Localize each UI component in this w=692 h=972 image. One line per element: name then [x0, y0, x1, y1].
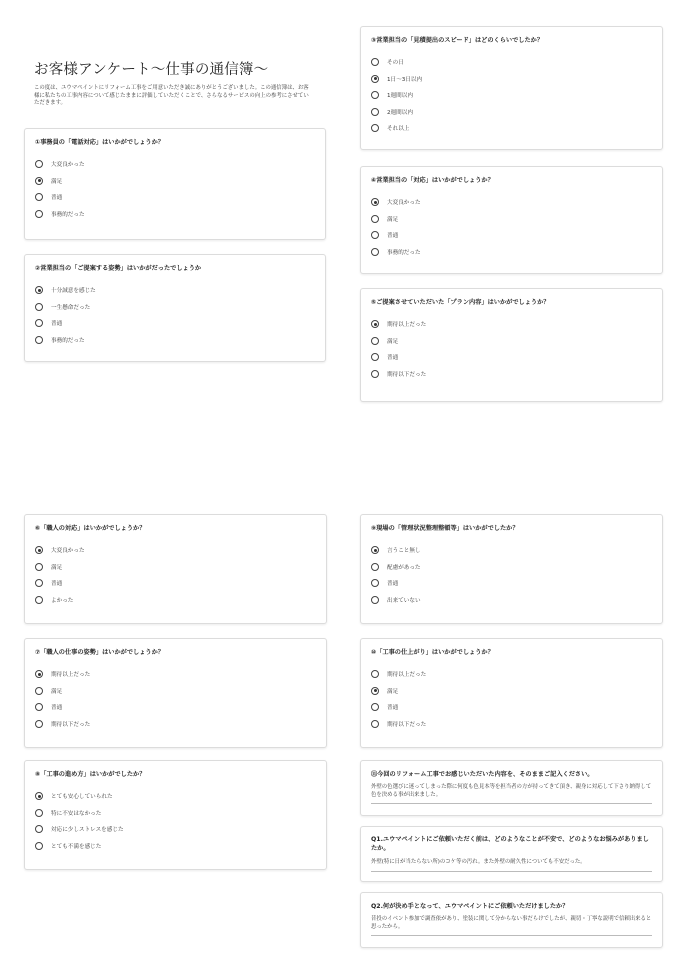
question-card-q6: [24, 514, 327, 624]
radio-option[interactable]: [371, 699, 652, 716]
radio-option[interactable]: [371, 71, 652, 88]
question-card-qa2: [360, 892, 663, 948]
radio-unselected-icon[interactable]: [35, 579, 43, 587]
radio-option[interactable]: [371, 227, 652, 244]
radio-option-label: 特に不安はなかった: [51, 810, 102, 817]
radio-option-label: 普通: [387, 581, 399, 588]
question-card-q11: [360, 760, 663, 816]
radio-option-label: 大変良かった: [51, 548, 85, 555]
question-card-q8: [24, 760, 327, 870]
question-label: Q1.ユウマペイントにご依頼いただく前は、どのようなことが不安で、どのようなお悩みがありましたか。: [371, 836, 649, 852]
radio-option[interactable]: [35, 542, 316, 559]
radio-option[interactable]: [35, 156, 315, 173]
radio-option-label: 大変良かった: [51, 162, 85, 169]
radio-option-label: とても安心していられた: [51, 794, 113, 801]
radio-unselected-icon[interactable]: [371, 703, 379, 711]
radio-option-label: 期待以上だった: [51, 672, 91, 679]
radio-selected-icon[interactable]: [35, 792, 43, 800]
radio-option-label: 期待以上だった: [387, 672, 427, 679]
question-card-q1: [24, 128, 326, 240]
radio-option[interactable]: [35, 299, 315, 316]
radio-unselected-icon[interactable]: [371, 579, 379, 587]
radio-option-label: 1週間以内: [387, 93, 413, 100]
radio-unselected-icon[interactable]: [35, 687, 43, 695]
radio-option-label: 普通: [51, 321, 63, 328]
radio-option-label: 普通: [387, 233, 399, 240]
radio-option[interactable]: [35, 716, 316, 733]
radio-selected-icon[interactable]: [35, 670, 43, 678]
radio-unselected-icon[interactable]: [371, 337, 379, 345]
question-label: ⑨現場の「管理状況整理整頓等」はいかがでしたか？: [371, 525, 519, 532]
radio-option[interactable]: [371, 683, 652, 700]
radio-option[interactable]: [371, 366, 652, 383]
question-label: ⑪今回のリフォーム工事でお感じいただいた内容を、そのままご記入ください。: [371, 771, 594, 778]
options-q8: [35, 788, 316, 854]
answer-text: 昔投のイベント参加で調査依があり、塗装に関して分からない事だらけでしたが、親切・丁寧な説明で信頼出来ると思ったから。: [371, 916, 652, 936]
radio-option-label: その日: [387, 60, 404, 67]
radio-option-label: 普通: [51, 581, 63, 588]
options-q1: [35, 156, 315, 222]
radio-option-label: 大変良かった: [387, 200, 421, 207]
radio-option[interactable]: [371, 542, 652, 559]
radio-unselected-icon[interactable]: [35, 336, 43, 344]
question-card-q7: [24, 638, 327, 748]
radio-option[interactable]: [35, 189, 315, 206]
radio-option[interactable]: [35, 575, 316, 592]
question-label: ①事務員の「電話対応」はいかがでしょうか？: [35, 139, 164, 146]
radio-option[interactable]: [371, 592, 652, 609]
radio-selected-icon[interactable]: [371, 75, 379, 83]
radio-option-label: 普通: [51, 705, 63, 712]
radio-unselected-icon[interactable]: [35, 809, 43, 817]
radio-option[interactable]: [371, 575, 652, 592]
radio-option-label: 事務的だった: [51, 211, 85, 218]
question-label: ⑤ご提案させていただいた「プラン内容」はいかがでしょうか？: [371, 299, 550, 306]
page-title: お客様アンケート〜仕事の通信簿〜: [34, 62, 269, 78]
radio-option[interactable]: [35, 332, 315, 349]
radio-option-label: 期待以下だった: [387, 371, 427, 378]
survey-header-card: [24, 50, 324, 122]
radio-unselected-icon[interactable]: [35, 842, 43, 850]
radio-selected-icon[interactable]: [371, 320, 379, 328]
radio-option-label: 満足: [387, 338, 399, 345]
radio-option[interactable]: [35, 559, 316, 576]
radio-selected-icon[interactable]: [371, 687, 379, 695]
radio-option[interactable]: [35, 173, 315, 190]
radio-option-label: 1日〜3日以内: [387, 76, 423, 83]
intro-text: この度は、ユウマペイントにリフォーム工事をご用意いただき誠にありがとうございました。この通信簿は、お客様に私たちの工事内容について感じたままに評価していただくことで、さらなるサービスの向上の参考にさせていただきます。: [34, 85, 309, 107]
radio-option[interactable]: [371, 716, 652, 733]
radio-option[interactable]: [371, 54, 652, 71]
radio-unselected-icon[interactable]: [371, 370, 379, 378]
radio-option[interactable]: [371, 87, 652, 104]
radio-unselected-icon[interactable]: [371, 720, 379, 728]
radio-unselected-icon[interactable]: [35, 210, 43, 218]
radio-option[interactable]: [371, 666, 652, 683]
question-label: ⑧「工事の進め方」はいかがでしたか？: [35, 771, 146, 778]
radio-unselected-icon[interactable]: [371, 248, 379, 256]
options-q6: [35, 542, 316, 608]
radio-selected-icon[interactable]: [35, 177, 43, 185]
question-label: ②営業担当の「ご提案する姿勢」はいかがだったでしょうか: [35, 265, 202, 272]
radio-option[interactable]: [371, 104, 652, 121]
radio-unselected-icon[interactable]: [35, 193, 43, 201]
radio-option[interactable]: [35, 592, 316, 609]
radio-option-label: それ以上: [387, 126, 410, 133]
radio-option-label: 普通: [387, 705, 399, 712]
radio-option[interactable]: [35, 315, 315, 332]
radio-unselected-icon[interactable]: [35, 319, 43, 327]
radio-option-label: 満足: [387, 216, 399, 223]
radio-option-label: 普通: [387, 355, 399, 362]
radio-option[interactable]: [371, 316, 652, 333]
radio-option[interactable]: [371, 194, 652, 211]
question-card-q2: [24, 254, 326, 362]
radio-unselected-icon[interactable]: [35, 825, 43, 833]
radio-unselected-icon[interactable]: [35, 303, 43, 311]
radio-option[interactable]: [35, 821, 316, 838]
radio-option[interactable]: [371, 333, 652, 350]
answer-text: 外壁の色選びに迷ってしまった際に何度も色見本等を担当者の方が持ってきて頂き、親身に対応して下さり納得して色を決める事が出来ました。: [371, 784, 652, 804]
radio-option-label: 満足: [51, 688, 63, 695]
radio-selected-icon[interactable]: [35, 546, 43, 554]
options-q3: [371, 54, 652, 137]
radio-unselected-icon[interactable]: [371, 231, 379, 239]
radio-option[interactable]: [371, 349, 652, 366]
radio-unselected-icon[interactable]: [371, 124, 379, 132]
question-card-q3: [360, 26, 663, 150]
radio-option-label: 満足: [51, 178, 63, 185]
radio-option[interactable]: [35, 666, 316, 683]
radio-option[interactable]: [35, 206, 315, 223]
options-q10: [371, 666, 652, 732]
radio-option-label: 2週間以内: [387, 109, 413, 116]
question-label: ⑦「職人の仕事の姿勢」はいかがでしょうか？: [35, 649, 164, 656]
question-label: ③営業担当の「見積提出のスピード」はどのくらいでしたか？: [371, 37, 544, 44]
radio-unselected-icon[interactable]: [371, 108, 379, 116]
radio-unselected-icon[interactable]: [371, 91, 379, 99]
radio-unselected-icon[interactable]: [371, 353, 379, 361]
radio-option-label: 事務的だった: [51, 337, 85, 344]
radio-option[interactable]: [371, 120, 652, 137]
options-q9: [371, 542, 652, 608]
radio-option-label: 満足: [387, 688, 399, 695]
radio-option-label: よかった: [51, 597, 74, 604]
radio-selected-icon[interactable]: [371, 546, 379, 554]
radio-option-label: 出来ていない: [387, 597, 421, 604]
radio-option[interactable]: [35, 699, 316, 716]
radio-option[interactable]: [371, 244, 652, 261]
radio-option-label: 十分誠意を感じた: [51, 288, 96, 295]
question-label: Q2.何が決め手となって、ユウマペイントにご依頼いただけましたか？: [371, 903, 569, 910]
radio-unselected-icon[interactable]: [35, 596, 43, 604]
radio-unselected-icon[interactable]: [35, 720, 43, 728]
question-label: ⑩「工事の仕上がり」はいかがでしょうか？: [371, 649, 494, 656]
radio-option-label: 事務的だった: [387, 249, 421, 256]
radio-unselected-icon[interactable]: [371, 670, 379, 678]
question-card-q10: [360, 638, 663, 748]
radio-option-label: 期待以上だった: [387, 322, 427, 329]
question-card-q4: [360, 166, 663, 274]
radio-option-label: 期待以下だった: [51, 721, 91, 728]
radio-selected-icon[interactable]: [371, 198, 379, 206]
radio-option[interactable]: [371, 211, 652, 228]
question-label: ④営業担当の「対応」はいかがでしょうか？: [371, 177, 494, 184]
question-card-qa1: [360, 826, 663, 882]
options-q2: [35, 282, 315, 348]
radio-option[interactable]: [371, 559, 652, 576]
radio-unselected-icon[interactable]: [35, 160, 43, 168]
radio-option[interactable]: [35, 805, 316, 822]
radio-unselected-icon[interactable]: [35, 563, 43, 571]
radio-option-label: 一生懸命だった: [51, 304, 91, 311]
radio-option[interactable]: [35, 282, 315, 299]
answer-text: 外壁(特に日が当たらない所)のコケ等の汚れ。また外壁の耐久性についても不安だった。: [371, 859, 652, 872]
options-q4: [371, 194, 652, 260]
radio-option-label: 言うこと無し: [387, 548, 421, 555]
radio-selected-icon[interactable]: [35, 286, 43, 294]
radio-unselected-icon[interactable]: [35, 703, 43, 711]
radio-option[interactable]: [35, 683, 316, 700]
radio-option-label: 満足: [51, 564, 63, 571]
radio-option-label: とても不満を感じた: [51, 843, 102, 850]
radio-option-label: 期待以下だった: [387, 721, 427, 728]
radio-unselected-icon[interactable]: [371, 596, 379, 604]
radio-option[interactable]: [35, 788, 316, 805]
radio-option-label: 普通: [51, 195, 63, 202]
options-q5: [371, 316, 652, 382]
radio-unselected-icon[interactable]: [371, 215, 379, 223]
radio-option[interactable]: [35, 838, 316, 855]
radio-unselected-icon[interactable]: [371, 563, 379, 571]
radio-unselected-icon[interactable]: [371, 58, 379, 66]
radio-option-label: 配慮があった: [387, 564, 421, 571]
question-card-q9: [360, 514, 663, 624]
options-q7: [35, 666, 316, 732]
radio-option-label: 対応に少しストレスを感じた: [51, 827, 124, 834]
question-card-q5: [360, 288, 663, 402]
question-label: ⑥「職人の対応」はいかがでしょうか？: [35, 525, 146, 532]
